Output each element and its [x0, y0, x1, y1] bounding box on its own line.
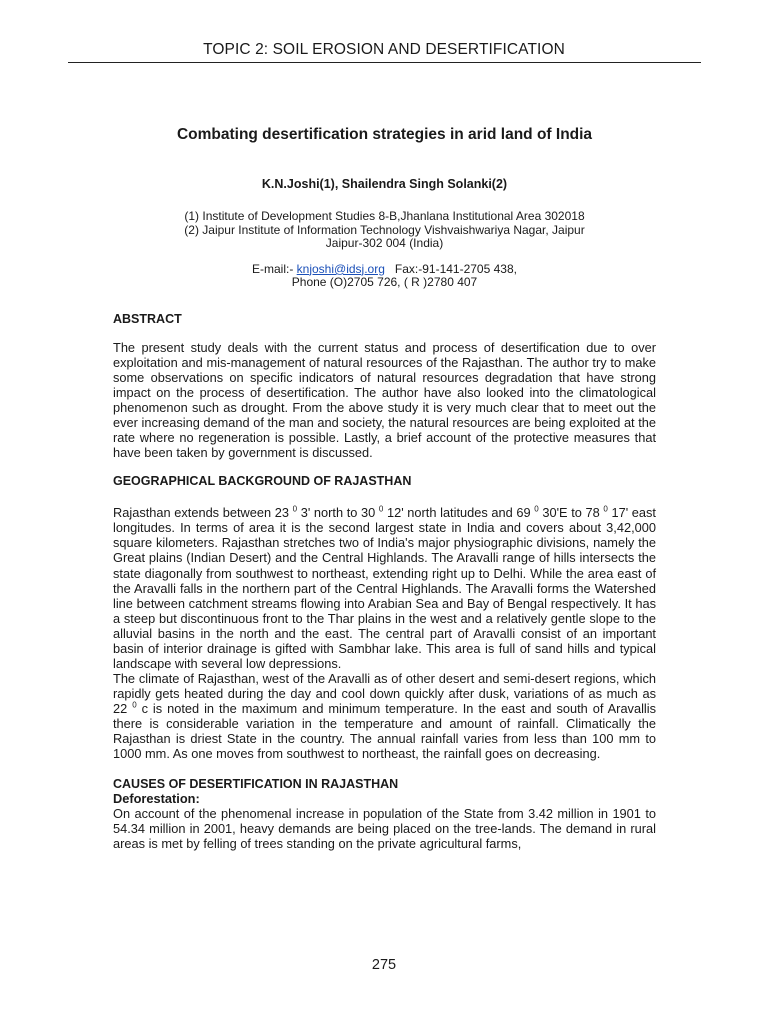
affiliation-2: (2) Jaipur Institute of Information Technology Vishvaishwariya Nagar, Jaipur — [184, 222, 585, 237]
email-label: E-mail:- — [252, 261, 297, 276]
degree-sup: 0 — [132, 700, 137, 710]
page-body — [113, 126, 656, 851]
running-header: TOPIC 2: SOIL EROSION AND DESERTIFICATION — [203, 41, 565, 58]
affiliation-1: (1) Institute of Development Studies 8-B,Jhanlana Institutional Area 302018 — [184, 209, 585, 223]
email-link[interactable]: knjoshi@idsj.org — [296, 261, 385, 276]
abstract-text: The present study deals with the current status and process of desertification due to over exploitation and mis-management of natural resources of the Rajasthan. The author try to make some observations on specific indicators of natural resources degradation that have strong impact on the process of desertification. The author have also looked into the climatological phenomenon such as drought. From the above study it is very much clear that to meet out the ever increasing demand of the man and society, the natural resources are being exploited at the rate where no regeneration is possible. Lastly, a brief account of the protective measures that have been taken by government is discussed. — [113, 339, 656, 461]
geo-p1-text-e: 17' east longitudes. In terms of area it is the second largest state in India and covers about 3,42,000 square kilometers. Rajasthan stretches two of India's major physiographic divisions, namely the Great plains (Indian Desert) and the Central Highlands. The Aravalli range of hills intersects the state diagonally from southwest to northeast, extending right up to Delhi. While the area east of the Aravalli falls in the northern part of the Central Highlands. The Aravalli forms the Watershed line between catchment streams flowing into Arabian Sea and Bay of Bengal respectively. It has a steep but discontinuous front to the Thar plains in the west and a relatively gentle slope to the alluvial basins in the north and the east. The central part of Aravalli consist of an important basin of interior drainage is gifted with Sambhar lake. This area is full of sand hills and typical landscape with several low depressions. — [113, 505, 656, 671]
causes-paragraph: On account of the phenomenal increase in population of the State from 3.42 million in 1901 to 54.34 million in 2001, heavy demands are being placed on the tree-lands. The demand in rural areas is met by felling of trees standing on the private agricultural farms, — [113, 806, 656, 852]
contact-info — [113, 263, 656, 290]
degree-sup: 0 — [603, 505, 608, 515]
degree-sup: 0 — [534, 505, 539, 515]
page-number: 275 — [371, 957, 397, 973]
author-list: K.N.Joshi(1), Shailendra Singh Solanki(2) — [261, 177, 508, 191]
phone-line: Phone (O)2705 726, ( R )2780 407 — [291, 275, 478, 290]
header-rule — [68, 62, 701, 63]
geo-p2-text-a: The climate of Rajasthan, west of the Aravalli as of other desert and semi-desert regions, which rapidly gets heated during the day and cool down quickly after dusk, variations of as much as 22 — [113, 670, 656, 716]
geo-p1-text-a: Rajasthan extends between 23 — [113, 505, 293, 521]
affiliation-3: Jaipur-302 004 (India) — [325, 236, 444, 251]
geo-heading: GEOGRAPHICAL BACKGROUND OF RAJASTHAN — [113, 474, 412, 489]
deforestation-subheading: Deforestation: — [113, 791, 200, 807]
degree-sup: 0 — [292, 505, 298, 515]
geo-p2-text-b: c is noted in the maximum and minimum temperature. In the east and south of Aravallis there is considerable variation in the temperature and amount of rainfall. Climatically the Rajasthan is driest State in the country. The annual rainfall varies from less than 100 mm to 1000 mm. As one moves from southwest to northeast, the rainfall goes on decreasing. — [113, 700, 657, 762]
geo-p1-text-b: 3' north to 30 — [297, 505, 379, 521]
geo-p1-text-d: 30'E to 78 — [538, 505, 604, 521]
geo-paragraph-2 — [113, 671, 656, 761]
affiliations — [113, 210, 656, 251]
email-line — [113, 263, 656, 277]
causes-heading: CAUSES OF DESERTIFICATION IN RAJASTHAN — [113, 777, 399, 792]
abstract-heading: ABSTRACT — [113, 311, 182, 326]
degree-sup: 0 — [378, 505, 384, 515]
paper-title: Combating desertification strategies in arid land of India — [176, 126, 593, 143]
fax-text: Fax:-91-141-2705 438, — [384, 261, 517, 276]
geo-paragraph-1 — [113, 505, 656, 671]
geo-p1-text-c: 12' north latitudes and 69 — [383, 505, 535, 521]
